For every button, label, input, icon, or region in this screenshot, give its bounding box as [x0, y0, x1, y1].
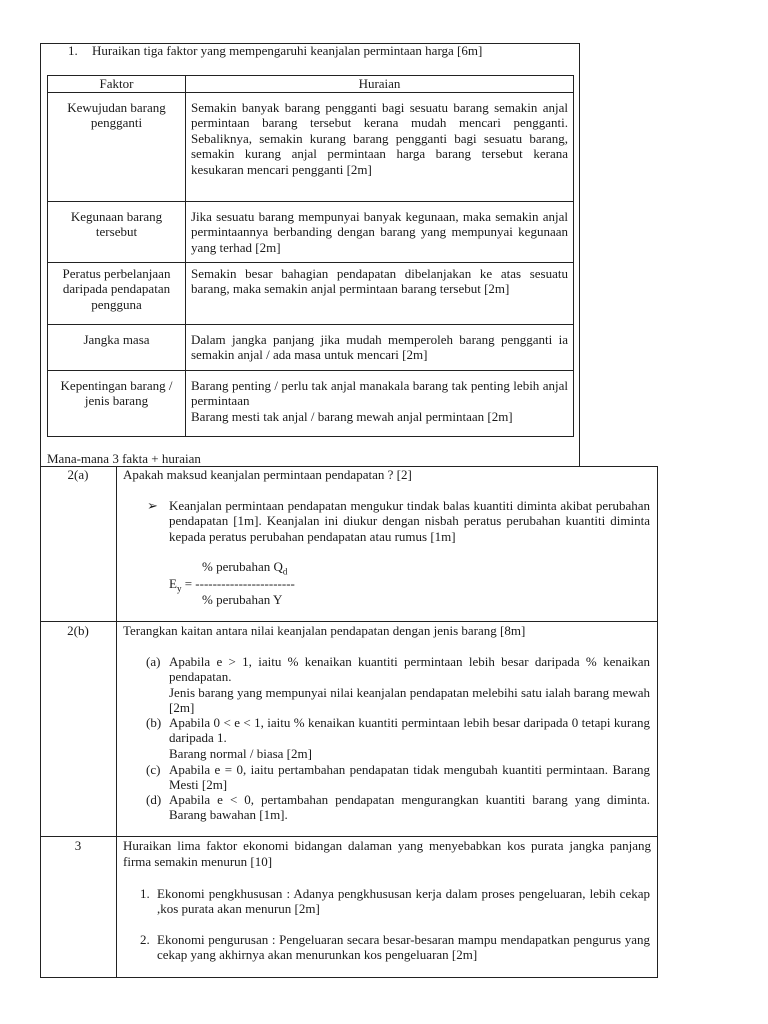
formula-lhs-subscript: y [176, 583, 182, 594]
arrow-bullet-icon: ➢ [147, 498, 158, 513]
factor-cell: Jangka masa [48, 325, 186, 371]
list-item: Apabila e = 0, iaitu pertambahan pendapatan tidak mengubah kuantiti permintaan. Barang Mesti [2m] [169, 762, 650, 793]
factor-cell: Kegunaan barang tersebut [48, 202, 186, 263]
factor-table [47, 75, 574, 437]
list-item-line: Apabila e > 1, iaitu % kenaikan kuantiti permintaan lebih besar daripada % kenaikan pendapatan. [169, 654, 650, 685]
list-item [169, 715, 650, 761]
formula-fraction-bar: = ----------------------- [181, 576, 295, 591]
list-item-line: Apabila 0 < e < 1, iaitu % kenaikan kuantiti permintaan lebih besar daripada 0 tetapi kurang daripada 1. [169, 715, 650, 746]
table-row [48, 93, 574, 202]
column-divider [116, 466, 117, 978]
description-cell: Jika sesuatu barang mempunyai banyak kegunaan, maka semakin anjal permintaannya berbanding dengan barang yang mempunyai kegunaan yang terhad [2m] [186, 202, 574, 263]
factor-cell: Kewujudan barang pengganti [48, 93, 186, 202]
table-row [48, 325, 574, 371]
list-marker: (c) [146, 762, 161, 777]
description-cell [186, 371, 574, 437]
question-2b-text: Terangkan kaitan antara nilai keanjalan pendapatan dengan jenis barang [8m] [123, 623, 526, 638]
list-marker: (a) [146, 654, 161, 669]
list-item [169, 654, 650, 715]
description-cell: Semakin besar bahagian pendapatan dibelanjakan ke atas sesuatu barang, maka semakin anjal permintaan barang tersebut [2m] [186, 263, 574, 325]
question-1-number: 1. [68, 43, 78, 58]
formula-numerator-text: % perubahan Q [202, 559, 283, 574]
list-item-line: Jenis barang yang mempunyai nilai keanjalan pendapatan melebihi satu ialah barang mewah [2m] [169, 684, 650, 715]
question-1-note: Mana-mana 3 fakta + huraian [47, 451, 201, 466]
row-divider [40, 621, 658, 622]
list-marker: 1. [140, 886, 150, 901]
list-marker: (d) [146, 792, 162, 807]
table-row [48, 263, 574, 325]
list-item-line: Barang normal / biasa [2m] [169, 745, 312, 761]
question-3-text: Huraikan lima faktor ekonomi bidangan dalaman yang menyebabkan kos purata jangka panjang firma semakin menurun [10] [123, 838, 651, 869]
list-marker: (b) [146, 715, 162, 730]
list-item: Ekonomi pengkhususan : Adanya pengkhususan kerja dalam proses pengeluaran, lebih cekap ,kos purata akan menurun [2m] [157, 886, 650, 917]
question-2b-number: 2(b) [67, 623, 89, 638]
factor-cell: Kepentingan barang / jenis barang [48, 371, 186, 437]
description-line: Barang penting / perlu tak anjal manakala barang tak penting lebih anjal permintaan [191, 378, 568, 409]
formula-lhs: E [169, 576, 177, 591]
header-huraian: Huraian [186, 76, 574, 93]
question-1-title [68, 43, 482, 59]
question-2a-number: 2(a) [67, 467, 89, 482]
question-1-text: Huraikan tiga faktor yang mempengaruhi keanjalan permintaan harga [6m] [92, 43, 483, 58]
list-marker: 2. [140, 932, 150, 947]
formula-numerator-subscript: d [282, 566, 288, 577]
table-row [48, 202, 574, 263]
list-item: Apabila e < 0, pertambahan pendapatan mengurangkan kuantiti barang yang diminta. Barang bawahan [1m]. [169, 792, 650, 823]
formula-denominator: % perubahan Y [202, 592, 283, 607]
row-divider [40, 836, 658, 837]
question-3-number: 3 [74, 838, 82, 853]
list-item: Ekonomi pengurusan : Pengeluaran secara besar-besaran mampu mendapatkan pengurus yang cekap yang akhirnya akan menurunkan kos pengeluaran [2m] [157, 932, 650, 963]
description-cell: Semakin banyak barang pengganti bagi sesuatu barang semakin anjal permintaan barang tersebut kerana mudah mencari pengganti. Sebaliknya, semakin kurang barang pengganti bagi sesuatu barang, semakin kurang anjal permintaan harga barang tersebut kerana kesukaran mencari pengganti [2m] [186, 93, 574, 202]
factor-table-header [48, 76, 574, 93]
factor-cell: Peratus perbelanjaan daripada pendapatan pengguna [48, 263, 186, 325]
question-2a-text: Apakah maksud keanjalan permintaan pendapatan ? [2] [123, 467, 412, 482]
description-cell: Dalam jangka panjang jika mudah memperoleh barang pengganti ia semakin anjal / ada masa untuk mencari [2m] [186, 325, 574, 371]
header-faktor: Faktor [48, 76, 186, 93]
question-2a-answer: Keanjalan permintaan pendapatan mengukur tindak balas kuantiti diminta akibat perubahan pendapatan [1m]. Keanjalan ini diukur dengan nisbah peratus perubahan kuantiti diminta kepada peratus perubahan pendapatan atau rumus [1m] [169, 498, 650, 544]
description-line: Barang mesti tak anjal / barang mewah anjal permintaan [2m] [191, 408, 513, 424]
table-row [48, 371, 574, 437]
